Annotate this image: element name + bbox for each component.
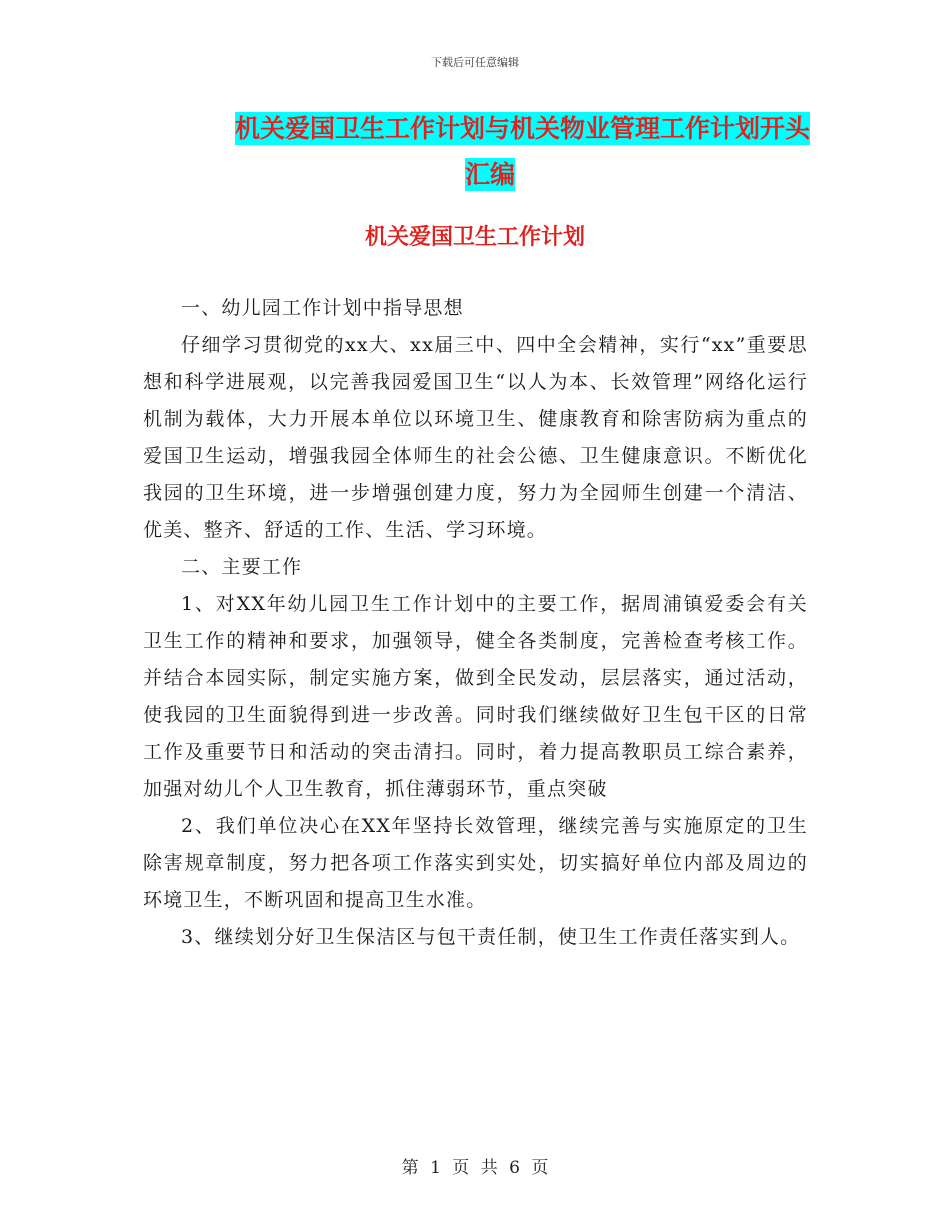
page-footer: 第 1 页 共 6 页 <box>401 1158 549 1178</box>
document-title <box>140 106 810 198</box>
paragraph: 仔细学习贯彻党的xx大、xx届三中、四中全会精神，实行“xx”重要思想和科学进展观，以完善我园爱国卫生“以人为本、长效管理”网络化运行机制为载体，大力开展本单位以环境卫生、健康教育和除害防病为重点的爱国卫生运动，增强我园全体师生的社会公德、卫生健康意识。不断优化我园的卫生环境，进一步增强创建力度，努力为全园师生创建一个清洁、优美、整齐、舒适的工作、生活、学习环境。 <box>143 334 808 541</box>
header-note: 下载后可任意编辑 <box>431 56 519 69</box>
paragraph: 3、继续划分好卫生保洁区与包干责任制，使卫生工作责任落实到人。 <box>181 926 801 948</box>
document-title-line2: 汇编 <box>464 160 515 189</box>
document-title-line1: 机关爱国卫生工作计划与机关物业管理工作计划开头 <box>234 114 810 143</box>
paragraph-heading-main-work: 二、主要工作 <box>181 556 303 578</box>
section-title: 机关爱国卫生工作计划 <box>364 225 585 250</box>
paragraph: 2、我们单位决心在XX年坚持长效管理，继续完善与实施原定的卫生除害规章制度，努力把各项工作落实到实处，切实搞好单位内部及周边的环境卫生，不断巩固和提高卫生水准。 <box>143 815 808 911</box>
paragraph-heading-guiding-thought: 一、幼儿园工作计划中指导思想 <box>181 297 464 319</box>
paragraph: 1、对XX年幼儿园卫生工作计划中的主要工作，据周浦镇爱委会有关卫生工作的精神和要求，加强领导，健全各类制度，完善检查考核工作。并结合本园实际，制定实施方案，做到全民发动，层层落实，通过活动，使我园的卫生面貌得到进一步改善。同时我们继续做好卫生包干区的日常工作及重要节日和活动的突击清扫。同时，着力提高教职员工综合素养，加强对幼儿个人卫生教育，抓住薄弱环节，重点突破 <box>143 593 808 800</box>
document-body <box>143 290 808 956</box>
